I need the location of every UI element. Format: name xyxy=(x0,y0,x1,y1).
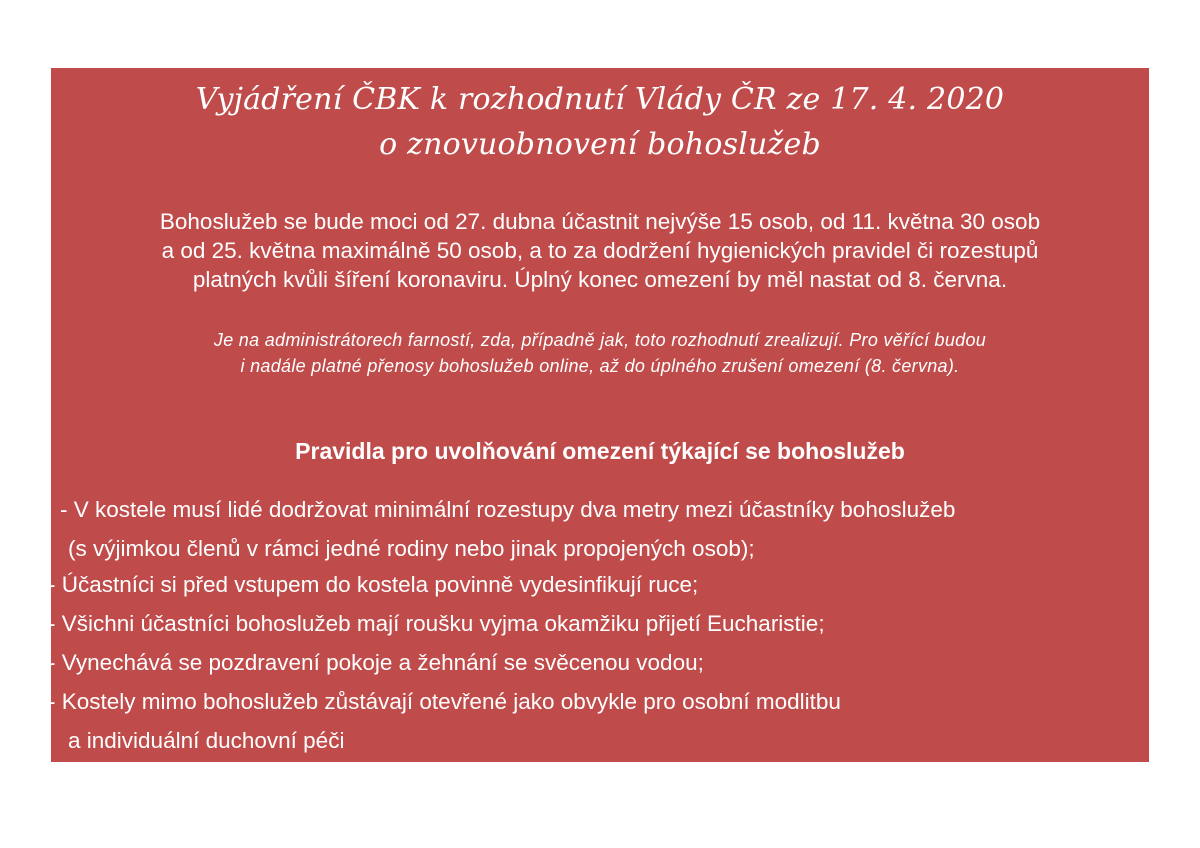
rule-5-line-1: - Kostely mimo bohoslužeb zůstávají otevřené jako obvykle pro osobní modlitbu xyxy=(48,689,841,714)
rule-1-line-2: (s výjimkou členů v rámci jedné rodiny nebo jinak propojených osob); xyxy=(68,536,755,561)
lead-paragraph-line-2: a od 25. května maximálně 50 osob, a to za dodržení hygienických pravidel či rozestupů xyxy=(161,238,1039,263)
rule-4: - Vynechává se pozdravení pokoje a žehnání se svěcenou vodou; xyxy=(48,650,704,675)
rule-3: - Všichni účastníci bohoslužeb mají roušku vyjma okamžiku přijetí Eucharistie; xyxy=(48,611,825,636)
note-line-1: Je na administrátorech farností, zda, případně jak, toto rozhodnutí zrealizují. Pro věřící budou xyxy=(213,330,987,350)
note-line-2: i nadále platné přenosy bohoslužeb online, až do úplného zrušení omezení (8. června). xyxy=(240,356,960,376)
rule-5-line-2: a individuální duchovní péči xyxy=(68,728,345,753)
title-line-1: Vyjádření ČBK k rozhodnutí Vlády ČR ze 17. 4. 2020 xyxy=(195,82,1005,117)
rule-1-line-1: - V kostele musí lidé dodržovat minimální rozestupy dva metry mezi účastníky bohoslužeb xyxy=(60,497,956,522)
lead-paragraph-line-1: Bohoslužeb se bude moci od 27. dubna účastnit nejvýše 15 osob, od 11. května 30 osob xyxy=(159,209,1041,234)
title-line-2: o znovuobnovení bohoslužeb xyxy=(379,127,821,162)
rules-heading: Pravidla pro uvolňování omezení týkající se bohoslužeb xyxy=(295,438,905,464)
rule-2: - Účastníci si před vstupem do kostela povinně vydesinfikují ruce; xyxy=(48,572,699,597)
announcement-panel xyxy=(48,68,1149,762)
lead-paragraph-line-3: platných kvůli šíření koronaviru. Úplný konec omezení by měl nastat od 8. června. xyxy=(192,267,1008,292)
